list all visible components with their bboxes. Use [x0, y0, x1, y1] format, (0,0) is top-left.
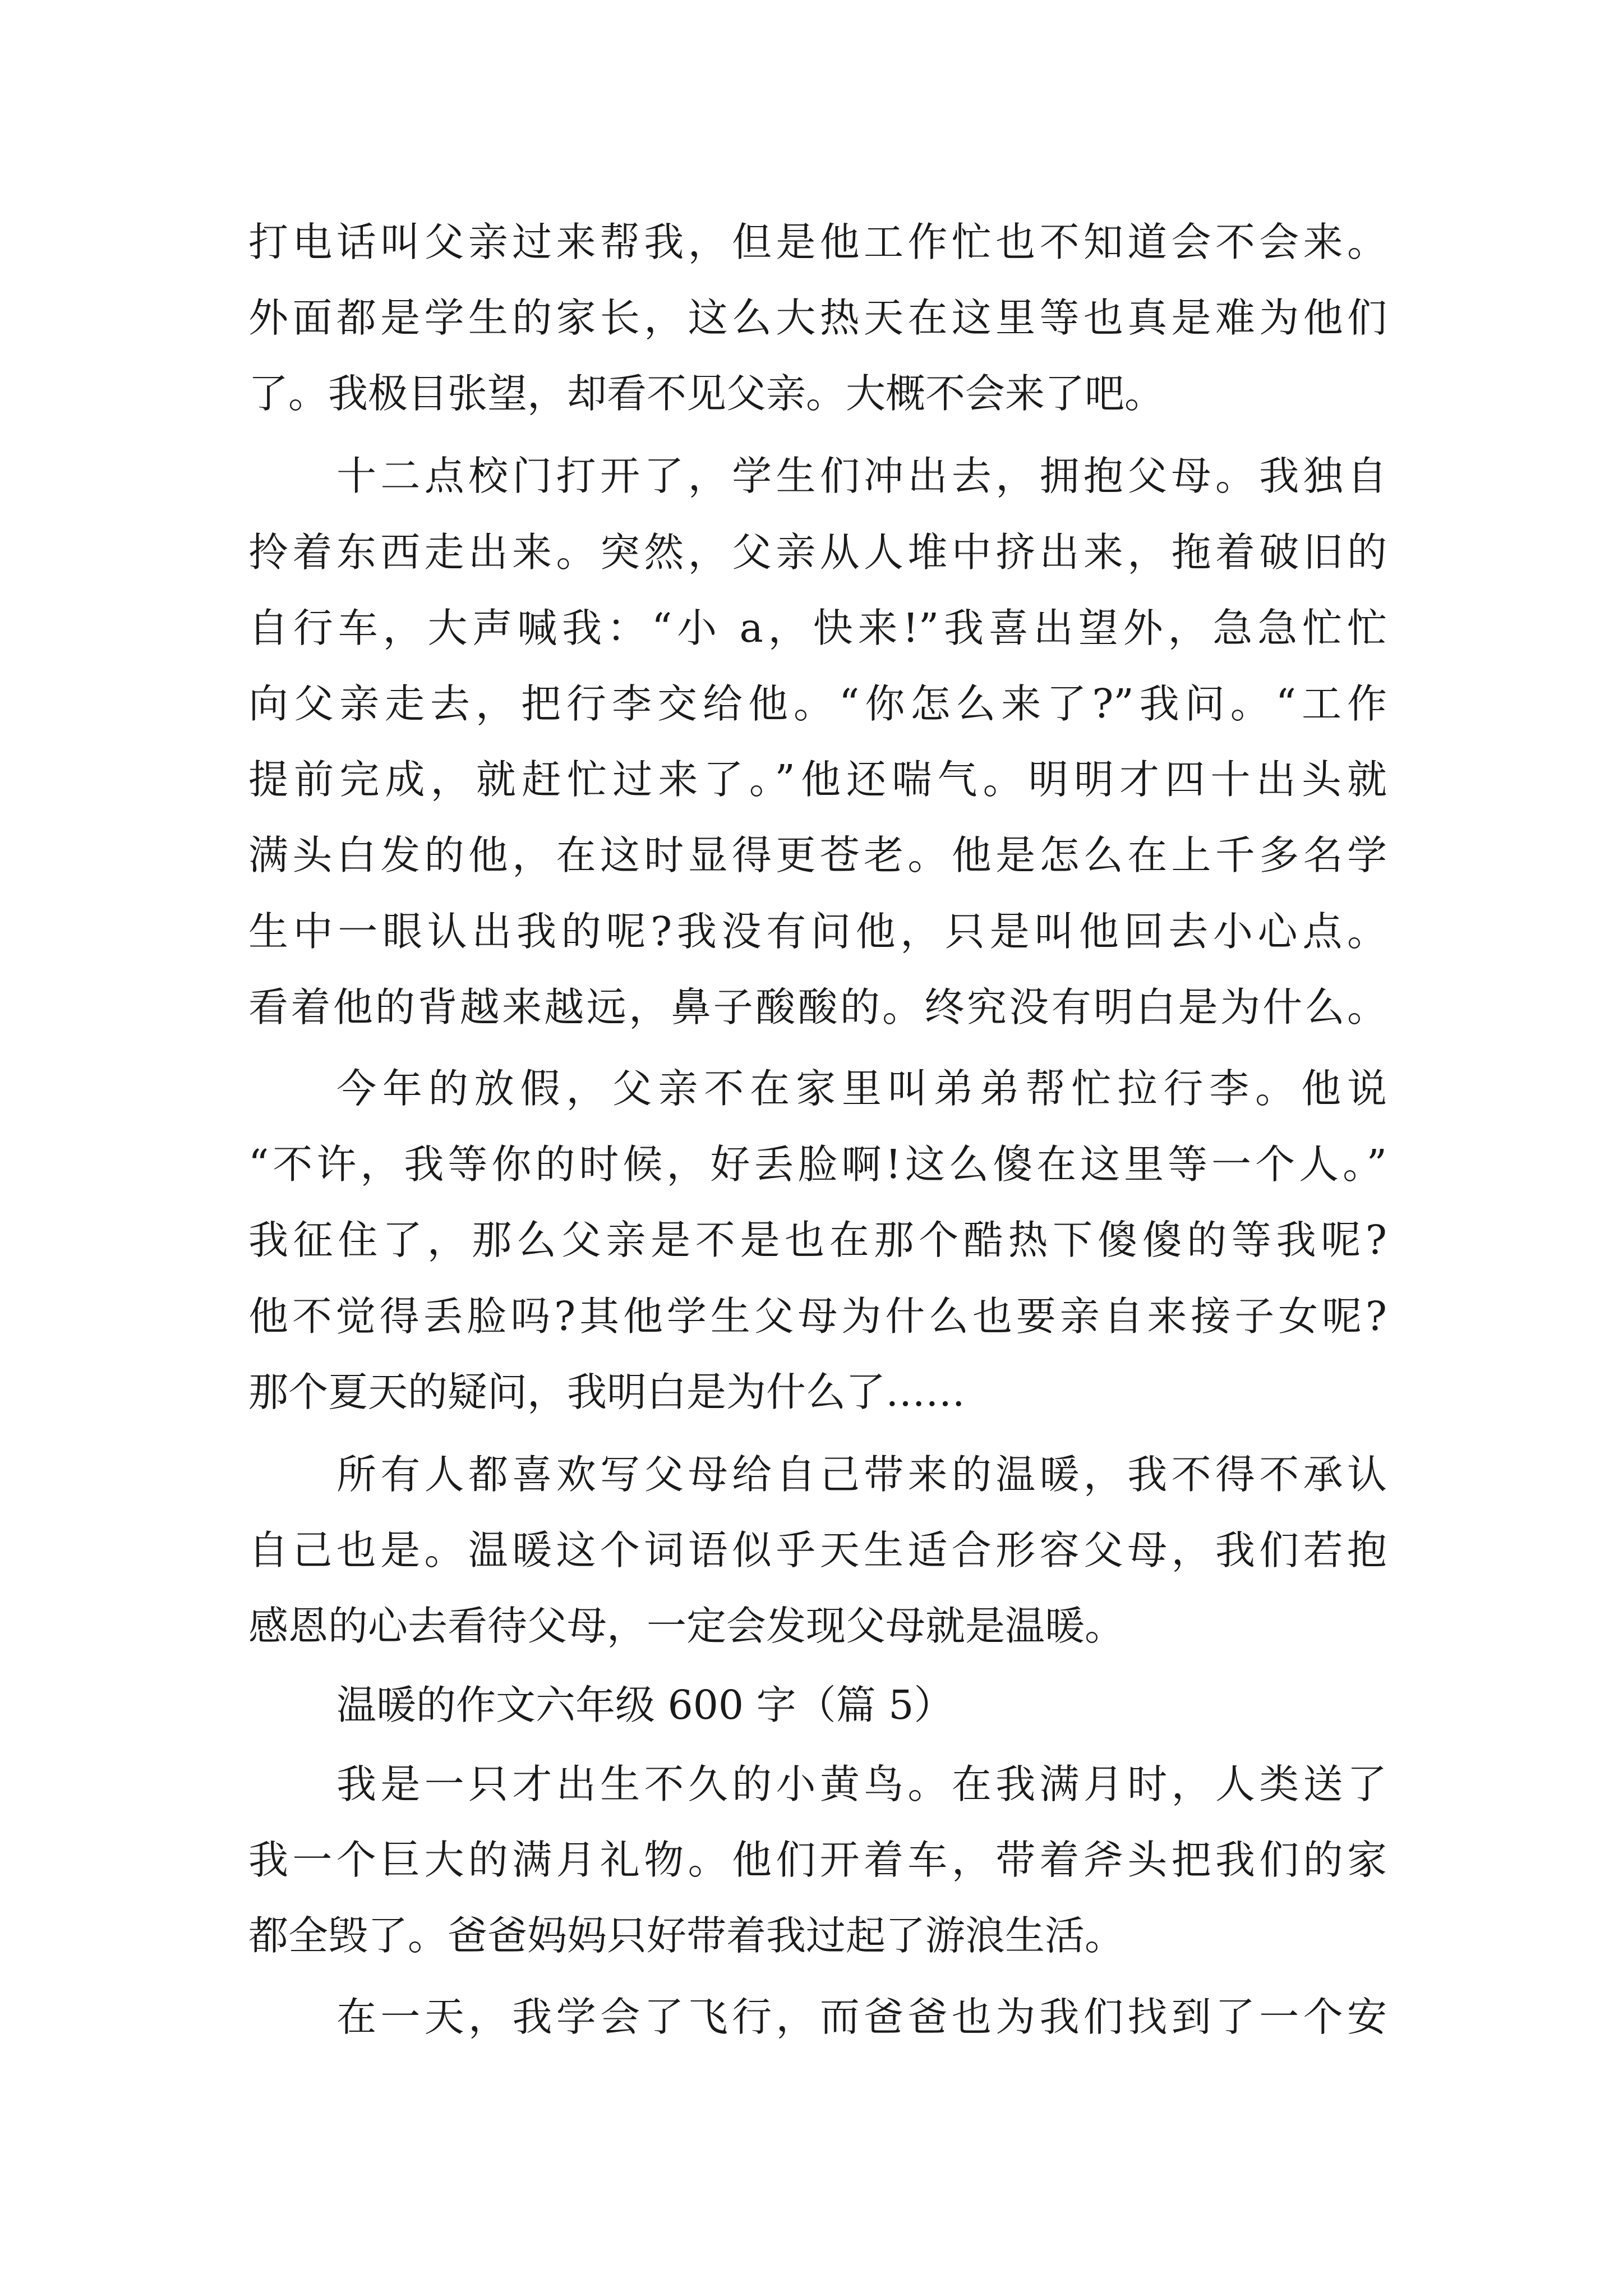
text-line: 生中一眼认出我的呢?我没有问他，只是叫他回去小心点。 — [248, 908, 1387, 955]
paragraph-first-line: 十二点校门打开了，学生们冲出去，拥抱父母。我独自 — [336, 453, 1387, 499]
paragraph-first-line: 我是一只才出生不久的小黄鸟。在我满月时，人类送了 — [336, 1761, 1387, 1807]
text-line: 提前完成，就赶忙过来了。”他还喘气。明明才四十出头就 — [248, 756, 1387, 803]
section-heading: 温暖的作文六年级 600 字（篇 5） — [336, 1682, 954, 1728]
text-line: 拎着东西走出来。突然，父亲从人堆中挤出来，拖着破旧的 — [248, 529, 1387, 576]
text-line: 打电话叫父亲过来帮我，但是他工作忙也不知道会不会来。 — [248, 219, 1387, 265]
text-line: 向父亲走去，把行李交给他。“你怎么来了?”我问。“工作 — [248, 680, 1387, 727]
text-line: 自行车，大声喊我：“小 a，快来!”我喜出望外，急急忙忙 — [248, 605, 1387, 651]
text-line: 自己也是。温暖这个词语似乎天生适合形容父母，我们若抱 — [248, 1527, 1387, 1573]
text-line: “不许，我等你的时候，好丢脸啊!这么傻在这里等一个人。” — [248, 1141, 1387, 1188]
text-line: 都全毁了。爸爸妈妈只好带着我过起了游浪生活。 — [248, 1912, 1125, 1959]
paragraph-first-line: 所有人都喜欢写父母给自己带来的温暖，我不得不承认 — [336, 1451, 1387, 1498]
text-line: 了。我极目张望，却看不见父亲。大概不会来了吧。 — [248, 370, 1165, 417]
text-line: 感恩的心去看待父母，一定会发现父母就是温暖。 — [248, 1603, 1125, 1649]
paragraph-first-line: 今年的放假，父亲不在家里叫弟弟帮忙拉行李。他说 — [336, 1065, 1387, 1112]
text-line: 我一个巨大的满月礼物。他们开着车，带着斧头把我们的家 — [248, 1837, 1387, 1883]
text-line: 外面都是学生的家长，这么大热天在这里等也真是难为他们 — [248, 295, 1387, 341]
text-line: 我征住了，那么父亲是不是也在那个酷热下傻傻的等我呢? — [248, 1217, 1387, 1263]
text-line: 看着他的背越来越远，鼻子酸酸的。终究没有明白是为什么。 — [248, 984, 1387, 1030]
text-line: 那个夏天的疑问，我明白是为什么了…… — [248, 1369, 966, 1415]
text-line: 满头白发的他，在这时显得更苍老。他是怎么在上千多名学 — [248, 832, 1387, 878]
text-line: 他不觉得丢脸吗?其他学生父母为什么也要亲自来接子女呢? — [248, 1293, 1387, 1340]
paragraph-first-line: 在一天，我学会了飞行，而爸爸也为我们找到了一个安 — [336, 1994, 1387, 2040]
